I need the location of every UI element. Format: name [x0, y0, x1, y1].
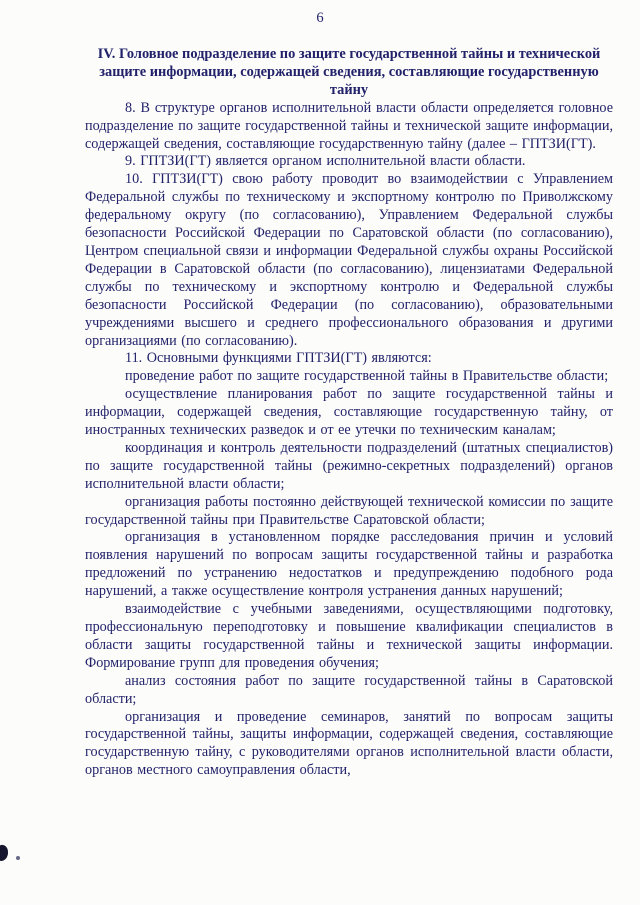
document-body: [85, 100, 613, 780]
paragraph: взаимодействие с учебными заведениями, осуществляющими подготовку, профессиональную переподготовку и повышение квалификации специалистов в области защиты государственной тайны и технической защиты информации. Формирование групп для проведения обучения;: [85, 601, 613, 671]
page-number: 6: [316, 10, 324, 26]
section-heading: IV. Головное подразделение по защите государственной тайны и технической защите информации, содержащей сведения, составляющие государственную тайну: [97, 46, 601, 98]
paragraph: 10. ГПТЗИ(ГТ) свою работу проводит во взаимодействии с Управлением Федеральной службы по техническому и экспортному контролю по Приволжскому федеральному округу (по согласованию), Управлением Федеральной службы безопасности Российской Федерации по Саратовской области (по согласованию), Центром специальной связи и информации Федеральной службы охраны Российской Федерации в Саратовской области (по согласованию), лицензиатами Федеральной службы по техническому и экспортному контролю и Федеральной службы безопасности Российской Федерации (по согласованию), образовательными учреждениями высшего и среднего профессионального образования и другими организациями (по согласованию).: [85, 171, 613, 349]
paragraph: организация работы постоянно действующей технической комиссии по защите государственной тайны при Правительстве Саратовской области;: [85, 493, 613, 528]
document-content: [85, 46, 613, 780]
paragraph: координация и контроль деятельности подразделений (штатных специалистов) по защите государственной тайны (режимно-секретных подразделений) органов исполнительной власти области;: [85, 439, 613, 492]
paragraph: анализ состояния работ по защите государственной тайны в Саратовской области;: [85, 672, 613, 707]
paragraph: организация в установленном порядке расследования причин и условий появления нарушений по вопросам защиты государственной тайны и разработка предложений по устранению недостатков и предупреждению подобного рода нарушений, а также осуществление контроля устранения данных нарушений;: [85, 529, 613, 600]
paragraph: 9. ГПТЗИ(ГТ) является органом исполнительной власти области.: [125, 153, 526, 170]
paragraph: 11. Основными функциями ГПТЗИ(ГТ) являются:: [125, 350, 432, 367]
paragraph: 8. В структуре органов исполнительной власти области определяется головное подразделение по защите государственной тайны и технической защите информации, содержащей сведения, составляющие государственную тайну (далее – ГПТЗИ(ГТ).: [85, 99, 613, 152]
paragraph: проведение работ по защите государственной тайны в Правительстве области;: [125, 368, 609, 385]
paragraph: осуществление планирования работ по защите государственной тайны и информации, содержащей сведения, составляющие государственную тайну, от иностранных технических разведок и от ее утечки по техническим каналам;: [85, 386, 613, 439]
scan-artifact-dot: [16, 856, 20, 860]
paragraph: организация и проведение семинаров, занятий по вопросам защиты государственной тайны, защиты информации, содержащей сведения, составляющие государственную тайну, с руководителями органов исполнительной власти области, органов местного самоуправления области,: [85, 708, 613, 779]
scan-artifact: [0, 844, 10, 862]
